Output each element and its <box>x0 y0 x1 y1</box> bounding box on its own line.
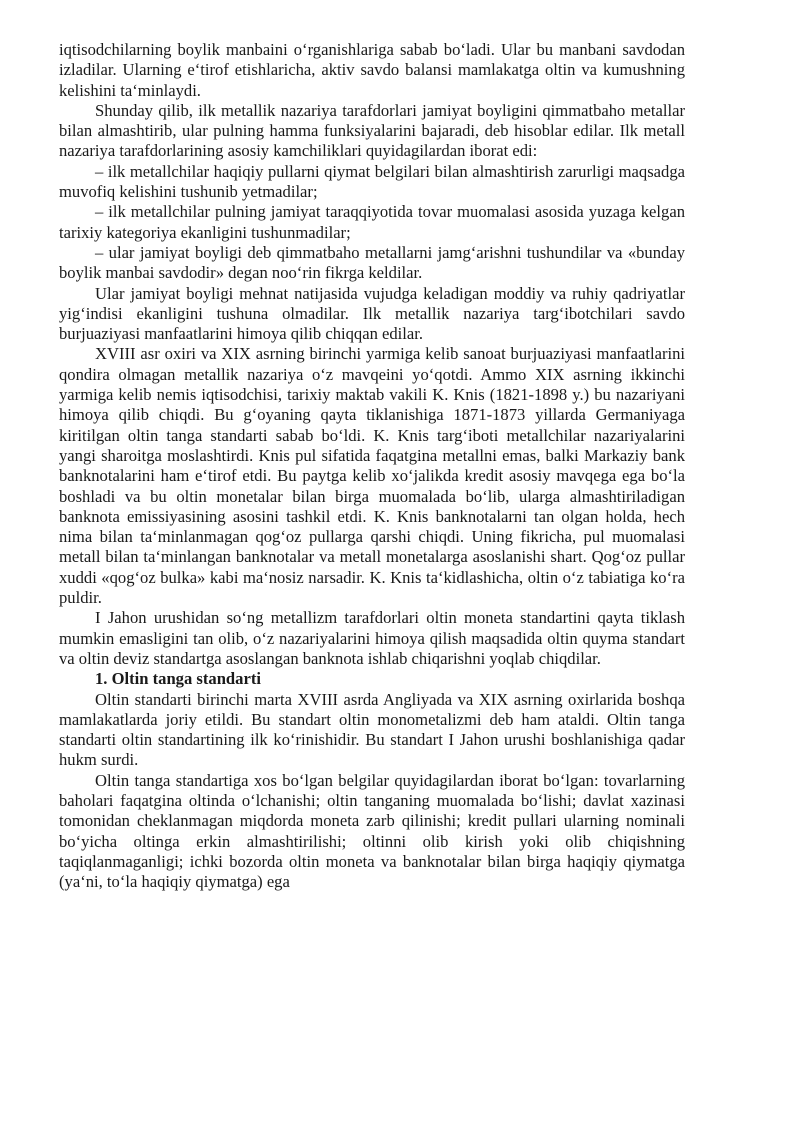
paragraph-4: – ilk metallchilar pulning jamiyat taraqqiyotida tovar muomalasi asosida yuzaga kelgan tarixiy kategoriya ekanligini tushunmadilar; <box>59 202 685 242</box>
paragraph-2: Shunday qilib, ilk metallik nazariya tarafdorlari jamiyat boyligini qimmatbaho metallar bilan almashtirib, ular pulning hamma funksiyalarini bajaradi, deb hisoblar edilar. Ilk metall nazariya tarafdorlarining asosiy kamchiliklari quyidagilardan iborat edi: <box>59 100 685 161</box>
section-heading: 1. Oltin tanga standarti <box>95 669 261 689</box>
paragraph-3: – ilk metallchilar haqiqiy pullarni qiymat belgilari bilan almashtirish zarurligi maqsadga muvofiq kelishini tushunib yetmadilar; <box>59 161 685 202</box>
paragraph-9: Oltin standarti birinchi marta XVIII asrda Angliyada va XIX asrning oxirlarida boshqa mamlakatlarda joriy etildi. Bu standart oltin monometalizmi deb ham ataldi. Oltin tanga standarti oltin standartining ilk ko‘rinishidir. Bu standart I Jahon urushi boshlanishiga qadar hukm surdi. <box>59 689 685 770</box>
paragraph-8: I Jahon urushidan so‘ng metallizm tarafdorlari oltin moneta standartini qayta tiklash mumkin emasligini tan olib, o‘z nazariyalarini himoya qilish maqsadida oltin quyma standart va oltin deviz standartga asoslangan banknota ishlab chiqarishni yoqlab chiqdilar. <box>59 608 685 668</box>
document-page <box>59 40 685 892</box>
paragraph-1: iqtisodchilarning boylik manbaini o‘rganishlariga sabab bo‘ladi. Ular bu manbani savdodan izladilar. Ularning e‘tirof etishlaricha, aktiv savdo balansi mamlakatga oltin va kumushning kelishini ta‘minlaydi. <box>59 40 685 100</box>
paragraph-5: – ular jamiyat boyligi deb qimmatbaho metallarni jamg‘arishni tushundilar va «bunday boylik manbai savdodir» degan noo‘rin fikrga keldilar. <box>59 242 685 283</box>
paragraph-7: XVIII asr oxiri va XIX asrning birinchi yarmiga kelib sanoat burjuaziyasi manfaatlarini qondira olmagan metallik nazariya o‘z mavqeini yo‘qotdi. Ammo XIX asrning ikkinchi yarmiga kelib nemis iqtisodchisi, tarixiy maktab vakili K. Knis (1821-1898 y.) bu nazariyani himoya qilib chiqdi. Bu g‘oyaning qayta tiklanishiga 1871-1873 yillarda Germaniyaga kiritilgan oltin tanga standarti sabab bo‘ldi. K. Knis targ‘iboti metallchilar nazariyalarini yangi sharoitga moslashtirdi. Knis pul sifatida faqatgina metallni emas, balki Markaziy bank banknotalarini ham e‘tirof etdi. Bu paytga kelib xo‘jalikda kredit asosiy mavqega ega bo‘la boshladi va bu oltin monetalar bilan birga muomalada bo‘lib, ularga almashtiriladigan banknota emissiyasining asosini tashkil etdi. K. Knis banknotalarni tan olgan holda, hech nima bilan ta‘minlanmagan qog‘oz pullarga qarshi chiqdi. Uning fikricha, pul muomalasi metall bilan ta‘minlangan banknotalar va metall monetalarga asoslanishi shart. Qog‘oz pullar xuddi «qog‘oz bulka» kabi ma‘nosiz narsadir. K. Knis ta‘kidlashicha, oltin o‘z tabiatiga ko‘ra puldir. <box>59 344 685 608</box>
paragraph-6: Ular jamiyat boyligi mehnat natijasida vujudga keladigan moddiy va ruhiy qadriyatlar yig‘indisi ekanligini tushuna olmadilar. Ilk metallik nazariya targ‘ibotchilari savdo burjuaziyasi manfaatlarini himoya qilib chiqqan edilar. <box>59 283 685 344</box>
paragraph-10: Oltin tanga standartiga xos bo‘lgan belgilar quyidagilardan iborat bo‘lgan: tovarlarning baholari faqatgina oltinda o‘lchanishi; oltin tanganing muomalada bo‘lishi; davlat xazinasi tomonidan cheklanmagan miqdorda moneta zarb qilinishi; kredit pullari ularning nominali bo‘yicha oltinga erkin almashtirilishi; oltinni olib kirish yoki olib chiqishning taqiqlanmaganligi; ichki bozorda oltin moneta va banknotalar bilan birga haqiqiy qiymatga (ya‘ni, to‘la haqiqiy qiymatga) ega <box>59 770 685 892</box>
